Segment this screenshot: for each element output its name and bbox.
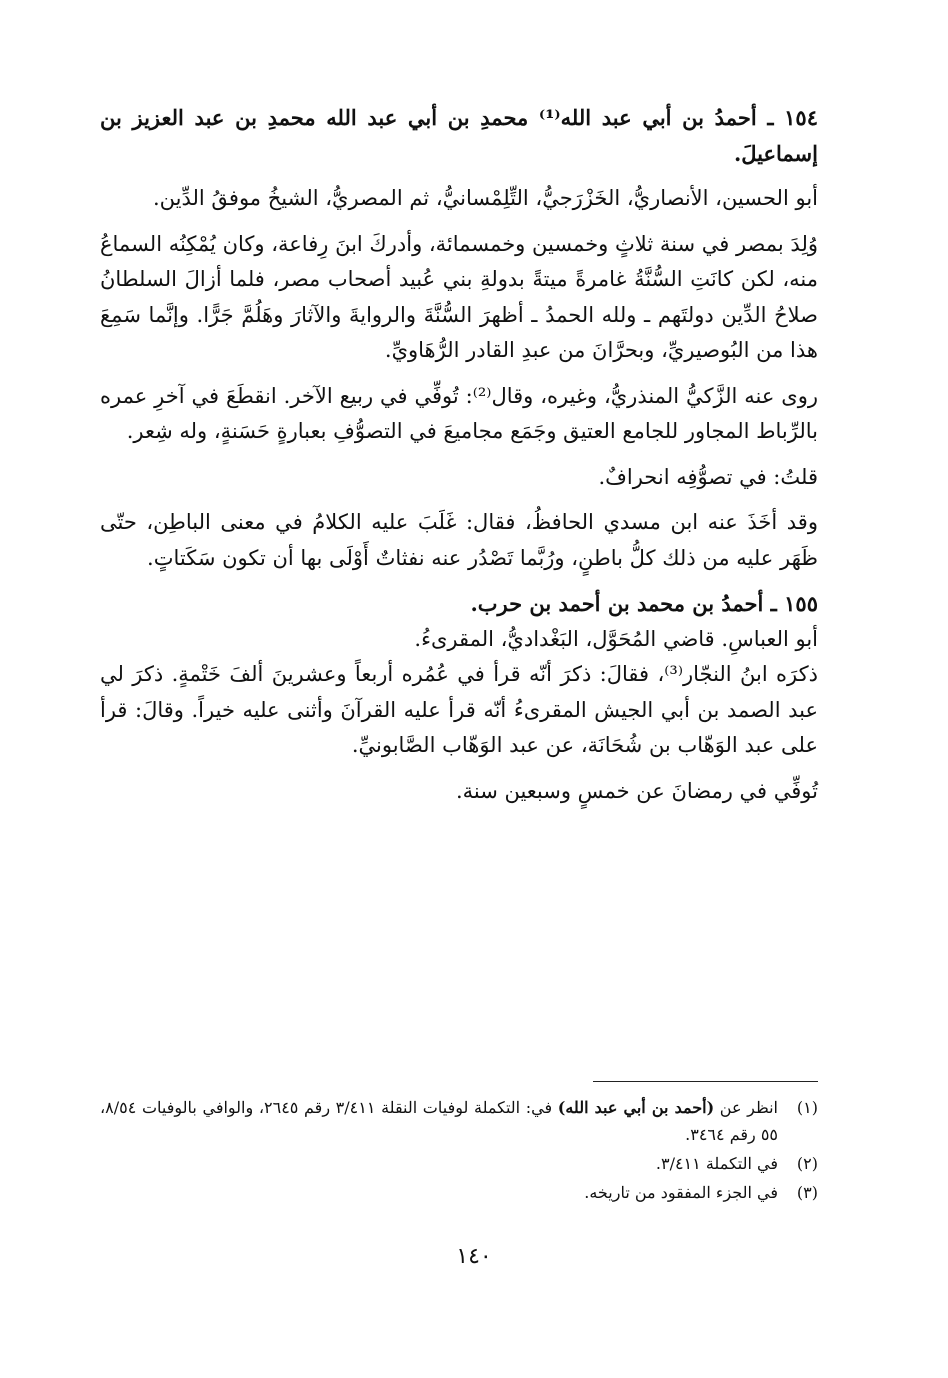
footnote-number: (٢) xyxy=(796,1154,818,1173)
footnote-separator xyxy=(593,1081,818,1082)
footnote-bold-text: (أحمد بن أبي عبد الله) xyxy=(557,1098,715,1117)
entry-heading-155: ١٥٥ ـ أحمدُ بن محمد بن أحمد بن حرب. xyxy=(470,591,818,616)
footnote-text: في التكملة ٣/٤١١. xyxy=(655,1154,778,1173)
footnote-text: في الجزء المفقود من تاريخه. xyxy=(584,1183,778,1202)
paragraph: وُلِدَ بمصر في سنة ثلاثٍ وخمسين وخمسمائة، وأدركَ ابنَ رِفاعة، وكان يُمْكِنُه السماعُ منه، لكن كانَتِ السُّنَّةُ غامرةً ميتةً بدولةِ بني عُبيد أصحاب مصر، فلما أزالَ السلطانُ صلاحُ الدِّين دولتَهم ـ ولله الحمدُ ـ أظهرَ السُّنَّةَ والروايةَ والآثارَ وهَلُمَّ جَرًّا. وإنَّما سَمِعَ هذا من البُوصيريِّ، وبحرَّانَ من عبدِ القادر الرُّهَاويِّ. xyxy=(100,231,818,362)
footnote-1 xyxy=(100,1094,818,1148)
entry-heading-154: ١٥٤ ـ أحمدُ بن أبي عبد الله⁽¹⁾ محمدِ بن أبي عبد الله محمدِ بن عبد العزيز بن إسماعيلَ. xyxy=(100,105,818,166)
footnote-2 xyxy=(100,1150,818,1177)
paragraph: قلتُ: في تصوُّفِه انحرافٌ. xyxy=(598,464,818,489)
paragraph: روى عنه الزَّكيُّ المنذريُّ، وغيره، وقال⁽²⁾: تُوفِّي في ربيع الآخر. انقطَعَ في آخرِ عمره بالرِّباط المجاور للجامع العتيق وجَمَع مجاميعَ في التصوُّفِ بعبارةٍ حَسَنةٍ، وله شِعر. xyxy=(100,383,818,443)
footnote-3 xyxy=(100,1179,818,1206)
paragraph: أبو العباسِ. قاضي المُحَوَّل، البَغْداديُّ، المقرىءُ. xyxy=(414,626,818,651)
paragraph: أبو الحسين، الأنصاريُّ، الخَزْرَجيُّ، التِّلِمْسانيُّ، ثم المصريُّ، الشيخُ موفقُ الدِّين. xyxy=(152,186,818,210)
page-number: ١٤٠ xyxy=(456,1244,492,1269)
paragraph: ذكرَه ابنُ النجّار⁽³⁾، فقالَ: ذكرَ أنّه قرأ في عُمُره أربعاً وعشرينَ ألفَ خَتْمةٍ. ذكرَ لي عبد الصمد بن أبي الجيش المقرىءُ أنّه قرأ عليه القرآنَ وأثنى عليه خيراً. وقالَ: قرأ على عبد الوَهّاب بن شُحَانَة، عن عبد الوَهّاب الصَّابونيِّ. xyxy=(100,662,818,757)
footnote-text: انظر عن xyxy=(719,1098,779,1117)
footnotes xyxy=(100,1094,818,1208)
footnote-number: (٣) xyxy=(796,1183,818,1202)
main-text xyxy=(100,100,818,809)
footnote-text: في: التكملة لوفيات النقلة ٣/٤١١ رقم ٢٦٤٥، والوافي بالوفيات ٨/٥٤، ٥٥ رقم ٣٤٦٤. xyxy=(100,1098,778,1144)
footnote-number: (١) xyxy=(796,1098,818,1117)
paragraph: وقد أخَذَ عنه ابن مسدي الحافظُ، فقال: غَلَبَ عليه الكلامُ في معنى الباطِن، حتّى ظَهَر عليه من ذلك كلُّ باطنٍ، ورُبَّما تَصْدُر عنه نفثاتٌ أَوْلَى بها أن تكون سَكَتاتٍ. xyxy=(100,510,818,570)
paragraph: تُوفِّي في رمضانَ عن خمسٍ وسبعين سنة. xyxy=(455,778,818,803)
